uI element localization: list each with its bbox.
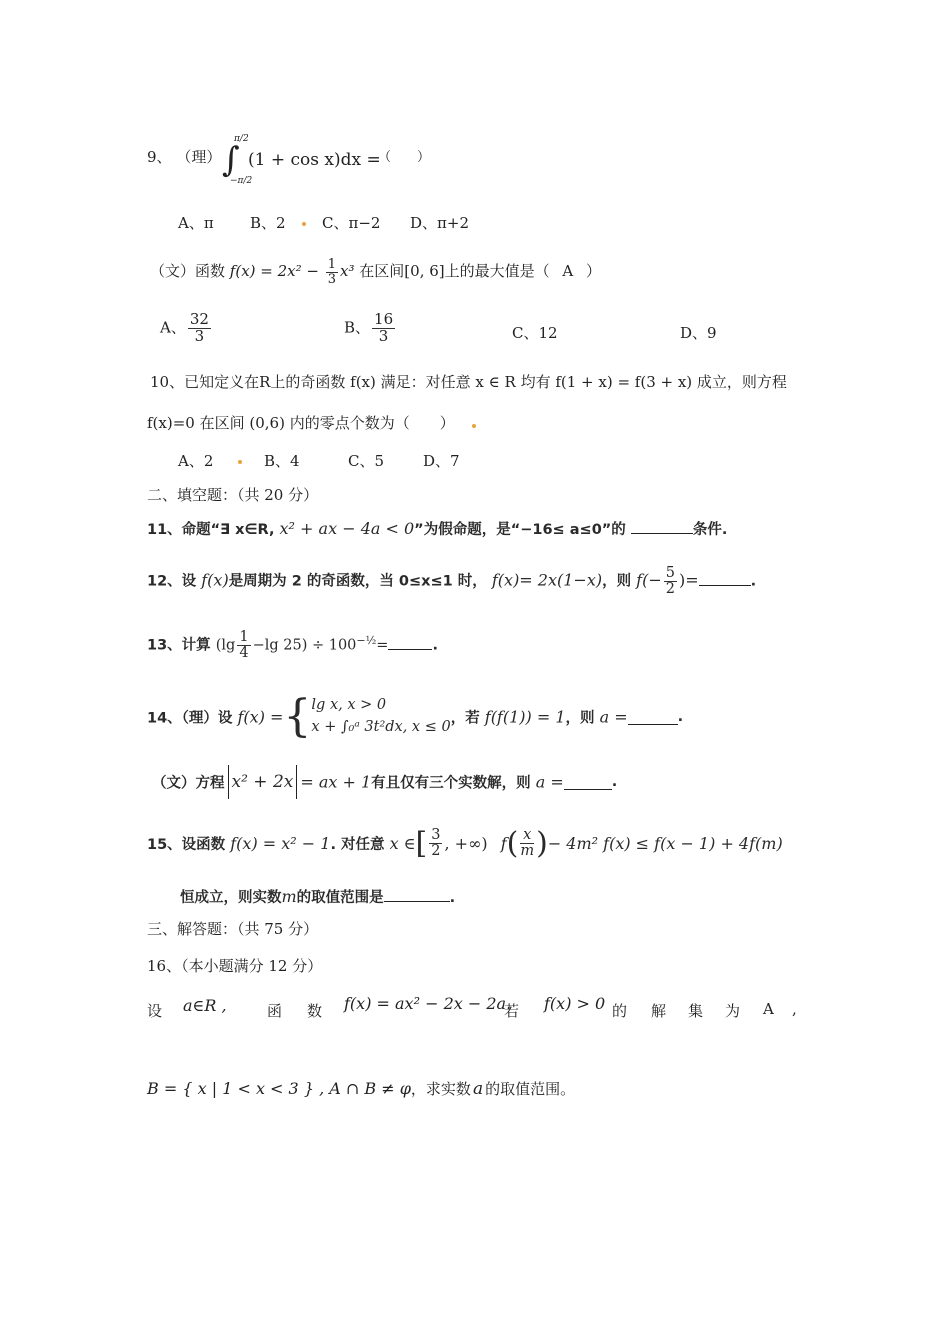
mark-dot-icon	[472, 424, 476, 428]
q14-cases	[311, 695, 450, 739]
q9w-option-a-den: 3	[194, 326, 205, 345]
q12-frac-num: 5	[665, 565, 675, 581]
q9w-line	[150, 258, 601, 286]
q15-m: m	[281, 887, 297, 906]
q12-mid: 是周期为 2 的奇函数，当 0≤x≤1 时，	[228, 573, 487, 590]
q9w-option-d: D、9	[680, 324, 717, 342]
q11-post: ”为假命题，是“−16≤ a≤0”的	[414, 522, 626, 538]
q14-mid2: ，则	[565, 710, 595, 727]
q9w-expression-cube: x³	[340, 262, 355, 281]
q15-pre: 15、设函数	[147, 837, 226, 853]
q14-condition: f(f(1)) = 1	[484, 707, 566, 727]
q14-end: .	[677, 709, 684, 725]
q14w-end: .	[611, 774, 618, 790]
q16-line-1	[147, 992, 797, 1022]
q9-integral	[222, 136, 382, 192]
q13-line	[147, 630, 438, 661]
q9w-option-a-frac	[188, 312, 211, 345]
q16-word: 为	[725, 1002, 741, 1020]
q16-word: 设	[147, 1002, 163, 1020]
q16-word: 集	[688, 1002, 704, 1020]
q14-pre: 14、（理）设	[147, 710, 233, 727]
abs-bar-right-icon	[296, 765, 297, 799]
q16-word: 解	[651, 1002, 667, 1020]
q16-line2-end: 的取值范围。	[485, 1080, 576, 1098]
q12-f3-end: )=	[678, 570, 699, 590]
q9w-expression: f(x) = 2x² −	[229, 262, 324, 281]
q9-expression: (1 + cos x)dx =	[248, 150, 381, 170]
q14w-abs: x² + 2x	[231, 772, 294, 792]
q9w-option-a-label: A、	[160, 318, 186, 337]
abs-bar-left-icon	[228, 765, 229, 799]
q15-inner-num: x	[520, 828, 534, 844]
q15-line2-post: 的取值范围是	[296, 890, 384, 906]
mark-dot-icon	[238, 460, 242, 464]
q15-interval-den: 2	[431, 843, 441, 859]
q16-line2-text: ，求实数	[410, 1080, 471, 1098]
q12-frac-den: 2	[665, 581, 675, 598]
q14-line	[147, 691, 684, 742]
q9-line	[147, 146, 221, 167]
q16-word: ,	[792, 1000, 797, 1018]
q15-interval-end: , +∞)	[444, 834, 488, 853]
q9-lower-limit: −π/2	[230, 176, 253, 186]
q15-f: f(x) = x² − 1	[230, 834, 331, 853]
q12-end: .	[750, 573, 757, 590]
q12-answer-blank[interactable]	[699, 571, 751, 586]
q15-interval-frac	[429, 828, 442, 859]
q10-option-d: D、7	[423, 452, 460, 470]
q9w-close: ）	[586, 262, 602, 281]
q11-pre: 11、命题“∃ x∈R,	[147, 522, 275, 538]
q12-f3: f(−	[636, 570, 662, 590]
q13-exponent: −½	[356, 633, 377, 647]
q9-number: 9、	[147, 148, 172, 166]
q14-answer-blank[interactable]	[628, 710, 678, 725]
q10-line-1: 10、已知定义在R上的奇函数 f(x) 满足：对任意 x ∈ R 均有 f(1 + x) = f(3 + x) 成立，则方程	[150, 373, 787, 391]
q15-interval-num: 3	[431, 826, 441, 843]
q9w-option-a	[160, 312, 213, 345]
q13-frac-num: 1	[239, 629, 249, 645]
q16-word: A	[763, 1000, 774, 1018]
q9-option-a: A、π	[178, 214, 214, 232]
q12-f1: f(x)	[201, 570, 229, 590]
q16-word: 函	[267, 1002, 283, 1020]
section-3-heading: 三、解答题：（共 75 分）	[147, 920, 319, 938]
q12-f2: f(x)= 2x(1−x)	[491, 570, 603, 590]
q12-line	[147, 566, 756, 597]
q16-word: 数	[307, 1002, 323, 1020]
left-paren-icon: (	[506, 826, 519, 861]
q13-end: .	[432, 637, 438, 654]
q14w-eq: = ax + 1	[300, 772, 372, 792]
mark-dot-icon	[302, 222, 306, 226]
q9w-option-b-den: 3	[378, 326, 389, 345]
q15-mid: . 对任意	[330, 837, 385, 853]
q14w-a: a =	[535, 772, 564, 792]
right-paren-icon: )	[536, 826, 548, 861]
q9w-frac-num: 1	[327, 257, 337, 272]
q15-x: x ∈	[389, 834, 416, 853]
q16-title: 16、（本小题满分 12 分）	[147, 957, 323, 975]
q10-option-a: A、2	[178, 452, 214, 470]
q14-case-2: x + ∫₀ᵃ 3t²dx, x ≤ 0	[311, 719, 451, 735]
q16-set-b: B = { x | 1 < x < 3 } , A ∩ B ≠ φ	[147, 1079, 411, 1098]
q12-mid2: ，则	[602, 573, 632, 590]
q16-word: a∈R ,	[183, 996, 227, 1015]
section-2-heading: 二、填空题：（共 20 分）	[147, 486, 319, 504]
q11-math: x² + ax − 4a < 0	[279, 519, 415, 538]
q15-line-2	[180, 886, 455, 907]
q9-tag: （理）	[176, 148, 222, 166]
q9w-fraction	[326, 258, 338, 286]
q12-fraction	[664, 566, 677, 597]
q14w-answer-blank[interactable]	[564, 775, 612, 790]
q13-open: (lg	[215, 637, 236, 654]
q13-rest: −lg 25) ÷ 100	[252, 637, 357, 654]
q13-frac-den: 4	[239, 645, 249, 662]
q9-upper-limit: π/2	[234, 134, 249, 144]
q10-option-b: B、4	[264, 452, 300, 470]
q14-case-1: lg x, x > 0	[311, 697, 387, 714]
q14w-post: 有且仅有三个实数解，则	[371, 775, 531, 792]
q15-rest: − 4m² f(x) ≤ f(x − 1) + 4f(m)	[547, 834, 783, 853]
q15-line2-pre: 恒成立，则实数	[180, 890, 282, 906]
q15-inner-den: m	[520, 843, 535, 859]
q11-line	[147, 518, 727, 539]
q9-answer-paren: （ ）	[378, 150, 431, 165]
q14-a: a =	[599, 707, 628, 727]
q14w-pre: （文）方程	[152, 775, 225, 792]
q16-line-2	[147, 1078, 575, 1099]
q14-mid: ，若	[450, 710, 480, 727]
q9w-option-a-num: 32	[189, 310, 209, 328]
q11-end: 条件.	[692, 522, 728, 538]
q11-answer-blank[interactable]	[631, 519, 693, 534]
q16-word: f(x) = ax² − 2x − 2a.	[344, 994, 512, 1013]
q9-option-c: C、π−2	[322, 214, 381, 232]
q13-fraction	[237, 630, 250, 661]
q9w-option-b-num: 16	[374, 310, 394, 328]
q15-inner-frac	[520, 828, 534, 859]
q16-a: a	[472, 1079, 484, 1099]
q9w-frac-den: 3	[327, 271, 337, 287]
left-bracket-icon: [	[415, 826, 428, 861]
q9w-option-c: C、12	[512, 324, 558, 342]
q15-answer-blank[interactable]	[384, 887, 450, 902]
q13-answer-blank[interactable]	[388, 635, 432, 650]
q16-word: 的	[612, 1002, 628, 1020]
q14-f: f(x) =	[237, 707, 284, 727]
q13-eq: =	[376, 637, 389, 654]
left-brace-icon: {	[283, 691, 312, 742]
q16-word: 若	[504, 1002, 520, 1020]
q10-option-c: C、5	[348, 452, 385, 470]
q9w-answer: A	[562, 262, 574, 281]
q15-f2: f	[500, 834, 507, 853]
q14w-line	[152, 765, 617, 799]
q9w-text: 在区间[0, 6]上的最大值是（	[359, 262, 550, 281]
q15-line-1	[147, 826, 783, 861]
q10-line-2: f(x)=0 在区间 (0,6) 内的零点个数为（ ）	[147, 414, 455, 432]
q9w-option-b-label: B、	[344, 318, 371, 337]
q9w-option-b	[344, 312, 397, 345]
q13-pre: 13、计算	[147, 637, 211, 654]
integral-sign-icon: ∫	[222, 140, 240, 180]
q16-word: f(x) > 0	[544, 994, 606, 1013]
q12-pre: 12、设	[147, 573, 197, 590]
q9-option-b: B、2	[250, 214, 286, 232]
q9-option-d: D、π+2	[410, 214, 469, 232]
q15-end: .	[449, 890, 456, 906]
q9w-tag: （文）函数	[150, 262, 226, 281]
q9w-option-b-frac	[372, 312, 395, 345]
